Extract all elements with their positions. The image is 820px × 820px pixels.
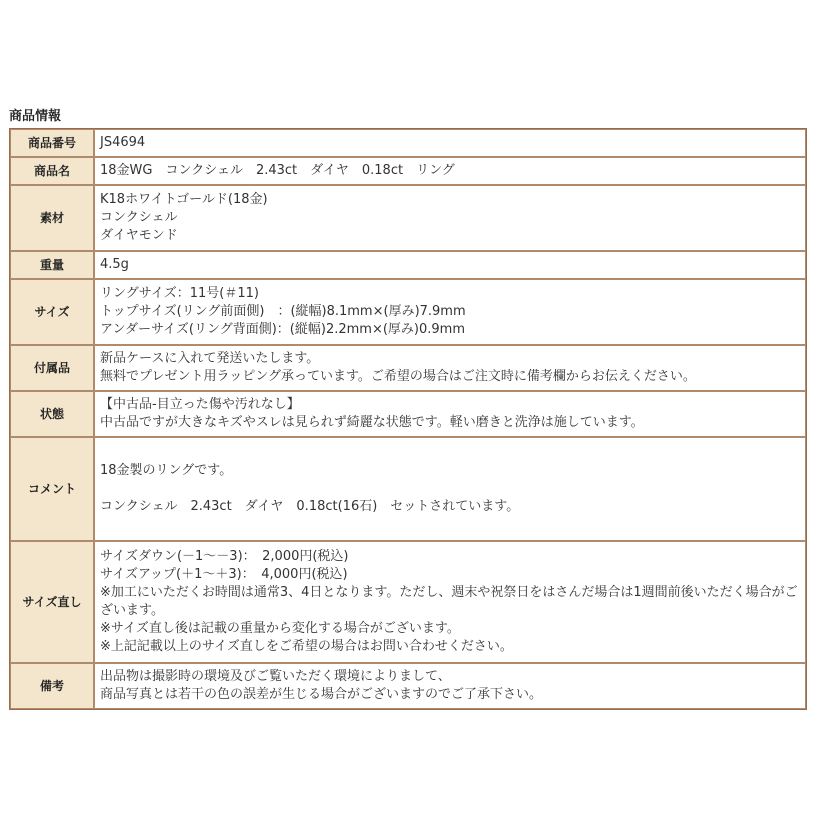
- comment-line: コンクシェル 2.43ct ダイヤ 0.18ct(16石) セットされています。: [100, 499, 520, 514]
- comment-label: コメント: [10, 437, 94, 541]
- table-row: [10, 663, 806, 709]
- resize-line: ※上記記載以上のサイズ直しをご希望の場合はお問い合わせください。: [100, 639, 513, 654]
- accessories-line: 新品ケースに入れて発送いたします。: [100, 351, 320, 366]
- accessories-line: 無料でプレゼント用ラッピング承っています。ご希望の場合はご注文時に備考欄からお伝えください。: [100, 369, 696, 384]
- table-row: [10, 129, 806, 157]
- condition-label: 状態: [10, 391, 94, 437]
- product-number-value: JS4694: [94, 129, 806, 157]
- comment-value: [94, 437, 806, 541]
- table-row: [10, 185, 806, 251]
- material-line: K18ホワイトゴールド(18金): [100, 192, 268, 207]
- accessories-label: 付属品: [10, 345, 94, 391]
- material-line: コンクシェル: [100, 210, 178, 225]
- resize-line: ※サイズ直し後は記載の重量から変化する場合がございます。: [100, 621, 460, 636]
- table-row: [10, 541, 806, 663]
- remarks-value: [94, 663, 806, 709]
- remarks-line: 商品写真とは若干の色の誤差が生じる場合がございますのでご了承下さい。: [100, 687, 543, 702]
- material-line: ダイヤモンド: [100, 228, 178, 243]
- product-info-section: [9, 108, 807, 710]
- accessories-value: [94, 345, 806, 391]
- table-row: [10, 279, 806, 345]
- material-label: 素材: [10, 185, 94, 251]
- product-info-table: [9, 128, 807, 710]
- material-value: [94, 185, 806, 251]
- size-line: アンダーサイズ(リング背面側)：(縦幅)2.2mm×(厚み)0.9mm: [100, 322, 465, 337]
- size-line: リングサイズ：11号(＃11): [100, 286, 259, 301]
- size-line: トップサイズ(リング前面側) ：(縦幅)8.1mm×(厚み)7.9mm: [100, 304, 466, 319]
- size-label: サイズ: [10, 279, 94, 345]
- remarks-line: 出品物は撮影時の環境及びご覧いただく環境によりまして、: [100, 669, 451, 684]
- section-title: 商品情報: [9, 109, 62, 124]
- product-name-label: 商品名: [10, 157, 94, 185]
- condition-line: 中古品ですが大きなキズやスレは見られず綺麗な状態です。軽い磨きと洗浄は施しています。: [100, 415, 644, 430]
- table-row: [10, 391, 806, 437]
- resize-line: ※加工にいただくお時間は通常3、4日となります。ただし、週末や祝祭日をはさんだ場合は1週間前後いただく場合がございます。: [100, 585, 798, 618]
- product-number-label: 商品番号: [10, 129, 94, 157]
- weight-label: 重量: [10, 251, 94, 279]
- condition-value: [94, 391, 806, 437]
- table-row: [10, 437, 806, 541]
- remarks-label: 備考: [10, 663, 94, 709]
- condition-line: 【中古品-目立った傷や汚れなし】: [100, 397, 300, 412]
- table-row: [10, 157, 806, 185]
- resize-value: [94, 541, 806, 663]
- table-row: [10, 251, 806, 279]
- weight-value: 4.5g: [94, 251, 806, 279]
- resize-label: サイズ直し: [10, 541, 94, 663]
- product-name-value: 18金WG コンクシェル 2.43ct ダイヤ 0.18ct リング: [94, 157, 806, 185]
- comment-line: 18金製のリングです。: [100, 463, 233, 478]
- resize-line: サイズダウン(－1～－3)： 2,000円(税込): [100, 549, 349, 564]
- comment-spacer: [100, 480, 800, 498]
- resize-line: サイズアップ(＋1～＋3)： 4,000円(税込): [100, 567, 348, 582]
- size-value: [94, 279, 806, 345]
- table-row: [10, 345, 806, 391]
